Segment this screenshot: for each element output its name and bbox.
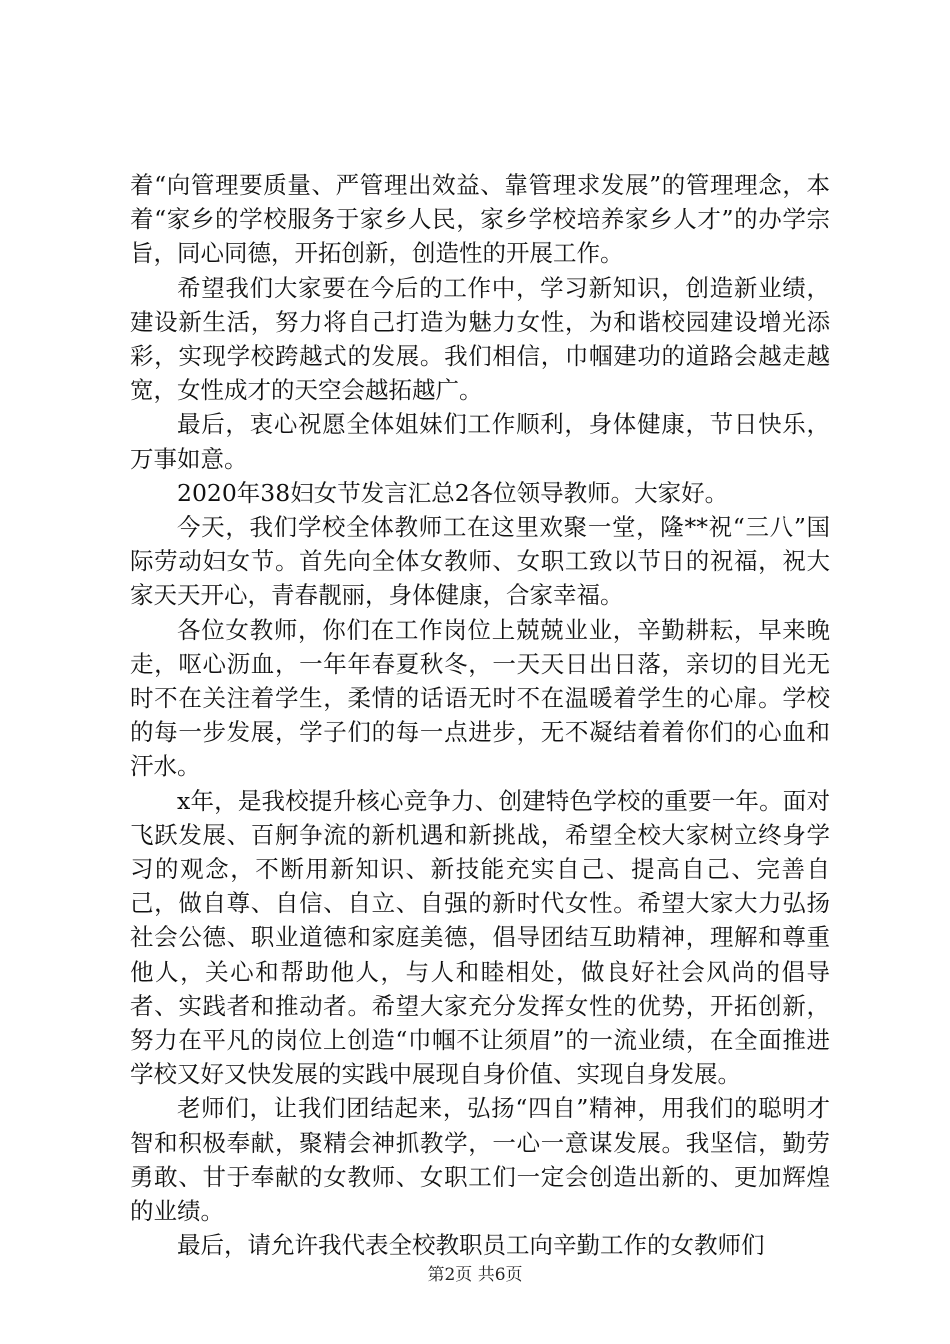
document-body xyxy=(130,168,830,1263)
paragraph-6: 各位女教师，你们在工作岗位上兢兢业业，辛勤耕耘，早来晚走，呕心沥血，一年年春夏秋冬，一天天日出日落，亲切的目光无时不在关注着学生，柔情的话语无时不在温暖着学生的心扉。学校的每一步发展，学子们的每一点进步，无不凝结着着你们的心血和汗水。 xyxy=(130,615,830,781)
paragraph-1: 着“向管理要质量、严管理出效益、靠管理求发展”的管理理念，本着“家乡的学校服务于家乡人民，家乡学校培养家乡人才”的办学宗旨，同心同德，开拓创新，创造性的开展工作。 xyxy=(130,171,830,268)
paragraph-3: 最后，衷心祝愿全体姐妹们工作顺利，身体健康，节日快乐，万事如意。 xyxy=(130,410,830,473)
paragraph-2: 希望我们大家要在今后的工作中，学习新知识，创造新业绩，建设新生活，努力将自己打造为魅力女性，为和谐校园建设增光添彩，实现学校跨越式的发展。我们相信，巾帼建功的道路会越走越宽，女性成才的天空会越拓越广。 xyxy=(130,273,830,405)
paragraph-8: 老师们，让我们团结起来，弘扬“四自”精神，用我们的聪明才智和积极奉献，聚精会神抓教学，一心一意谋发展。我坚信，勤劳勇敢、甘于奉献的女教师、女职工们一定会创造出新的、更加辉煌的业绩。 xyxy=(130,1094,830,1226)
paragraph-9: 最后，请允许我代表全校教职员工向辛勤工作的女教师们 xyxy=(177,1231,765,1260)
paragraph-7: x年，是我校提升核心竞争力、创建特色学校的重要一年。面对飞跃发展、百舸争流的新机遇和新挑战，希望全校大家树立终身学习的观念，不断用新知识、新技能充实自己、提高自己、完善自己，做自尊、自信、自立、自强的新时代女性。希望大家大力弘扬社会公德、职业道德和家庭美德，倡导团结互助精神，理解和尊重他人，关心和帮助他人，与人和睦相处，做良好社会风尚的倡导者、实践者和推动者。希望大家充分发挥女性的优势，开拓创新，努力在平凡的岗位上创造“巾帼不让须眉”的一流业绩，在全面推进学校又好又快发展的实践中展现自身价值、实现自身发展。 xyxy=(130,786,830,1089)
page-footer xyxy=(0,1265,950,1285)
page-number-label: 第2页 共6页 xyxy=(427,1265,523,1285)
paragraph-4: 2020年38妇女节发言汇总2各位领导教师。大家好。 xyxy=(177,478,729,507)
paragraph-5: 今天，我们学校全体教师工在这里欢聚一堂，隆**祝“三八”国际劳动妇女节。首先向全体女教师、女职工致以节日的祝福，祝大家天天开心，青春靓丽，身体健康，合家幸福。 xyxy=(130,513,830,610)
